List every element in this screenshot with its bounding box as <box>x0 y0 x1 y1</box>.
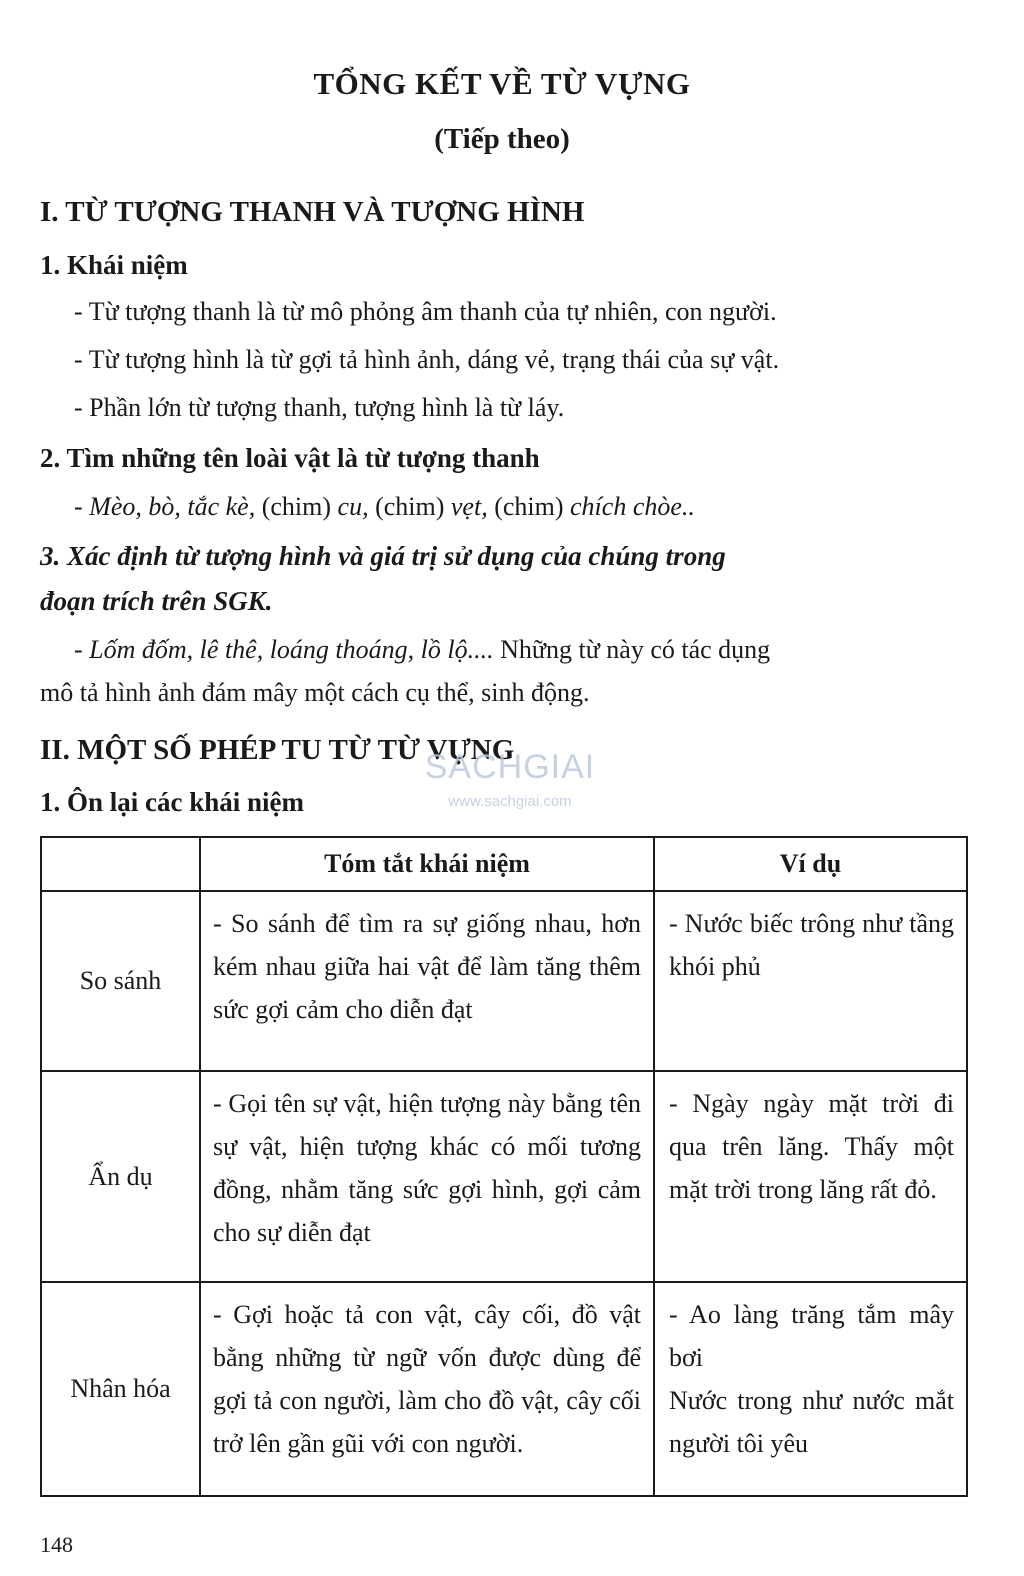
page-number: 148 <box>40 1532 73 1557</box>
section1-sub3-heading-line2: đoạn trích trên SGK. <box>40 586 273 616</box>
row-concept: - Gợi hoặc tả con vật, cây cối, đồ vật bằng những từ ngữ vốn được dùng để gợi tả con người, làm cho đồ vật, cây cối trở lên gần gũi với con người. <box>200 1282 654 1496</box>
animal-word-chich-choe: chích chòe.. <box>570 492 695 521</box>
watermark-url: www.sachgiai.com <box>448 793 572 810</box>
dash: - <box>74 635 90 664</box>
table-header-row <box>41 837 967 891</box>
dash: - <box>74 492 90 521</box>
bird-label-3: (chim) <box>487 492 571 521</box>
definition-line-2: - Từ tượng hình là từ gợi tả hình ảnh, dáng vẻ, trạng thái của sự vật. <box>74 345 780 374</box>
section1-sub3-heading-line1: 3. Xác định từ tượng hình và giá trị sử dụng của chúng trong <box>40 541 726 571</box>
definition-line-3: - Phần lớn từ tượng thanh, tượng hình là từ láy. <box>74 393 565 422</box>
row-term: Ẩn dụ <box>41 1071 200 1282</box>
page-title: TỔNG KẾT VỀ TỪ VỰNG <box>313 66 691 101</box>
section1-heading: I. TỪ TƯỢNG THANH VÀ TƯỢNG HÌNH <box>40 196 585 228</box>
row-example: - Nước biếc trông như tầng khói phủ <box>654 891 967 1071</box>
bird-label-2: (chim) <box>368 492 451 521</box>
table-header-concept: Tóm tắt khái niệm <box>200 837 654 891</box>
example-line-1: - Ao làng trăng tắm mây bơi <box>669 1300 954 1372</box>
watermark-logo: SACHGIAI <box>424 748 596 786</box>
animal-examples <box>74 492 695 522</box>
row-concept: - So sánh để tìm ra sự giống nhau, hơn kém nhau giữa hai vật để làm tăng thêm sức gợi cảm cho diễn đạt <box>200 891 654 1071</box>
watermark <box>400 748 620 810</box>
row-example <box>654 1282 967 1496</box>
bird-label-1: (chim) <box>255 492 338 521</box>
section2-sub1-heading: 1. Ôn lại các khái niệm <box>40 787 305 817</box>
example-line-2: Nước trong như nước mắt người tôi yêu <box>669 1386 954 1458</box>
animal-words-1: Mèo, bò, tắc kè, <box>89 492 256 521</box>
definition-line-1: - Từ tượng thanh là từ mô phỏng âm thanh của tự nhiên, con người. <box>74 297 777 326</box>
pictographic-examples <box>74 635 770 665</box>
effect-text-1: Những từ này có tác dụng <box>493 635 771 664</box>
table-row <box>41 1282 967 1496</box>
row-term: So sánh <box>41 891 200 1071</box>
row-term: Nhân hóa <box>41 1282 200 1496</box>
row-example: - Ngày ngày mặt trời đi qua trên lăng. Thấy một mặt trời trong lăng rất đỏ. <box>654 1071 967 1282</box>
page-subtitle: (Tiếp theo) <box>434 123 570 155</box>
effect-text-2: mô tả hình ảnh đám mây một cách cụ thể, sinh động. <box>40 678 590 707</box>
table-header-empty <box>41 837 200 891</box>
table-row <box>41 891 967 1071</box>
section2-heading: II. MỘT SỐ PHÉP TU TỪ TỪ VỰNG <box>40 734 515 766</box>
section1-sub1-heading: 1. Khái niệm <box>40 250 188 280</box>
animal-word-vet: vẹt, <box>450 492 488 521</box>
pictographic-words: Lốm đốm, lê thê, loáng thoáng, lồ lộ.... <box>89 635 494 664</box>
table-row <box>41 1071 967 1282</box>
rhetoric-table <box>40 836 968 1497</box>
table-header-example: Ví dụ <box>654 837 967 891</box>
section1-sub2-heading: 2. Tìm những tên loài vật là từ tượng thanh <box>40 443 540 473</box>
animal-word-cu: cu, <box>337 492 369 521</box>
row-concept: - Gọi tên sự vật, hiện tượng này bằng tên sự vật, hiện tượng khác có mối tương đồng, nhằm tăng sức gợi hình, gợi cảm cho sự diễn đạt <box>200 1071 654 1282</box>
